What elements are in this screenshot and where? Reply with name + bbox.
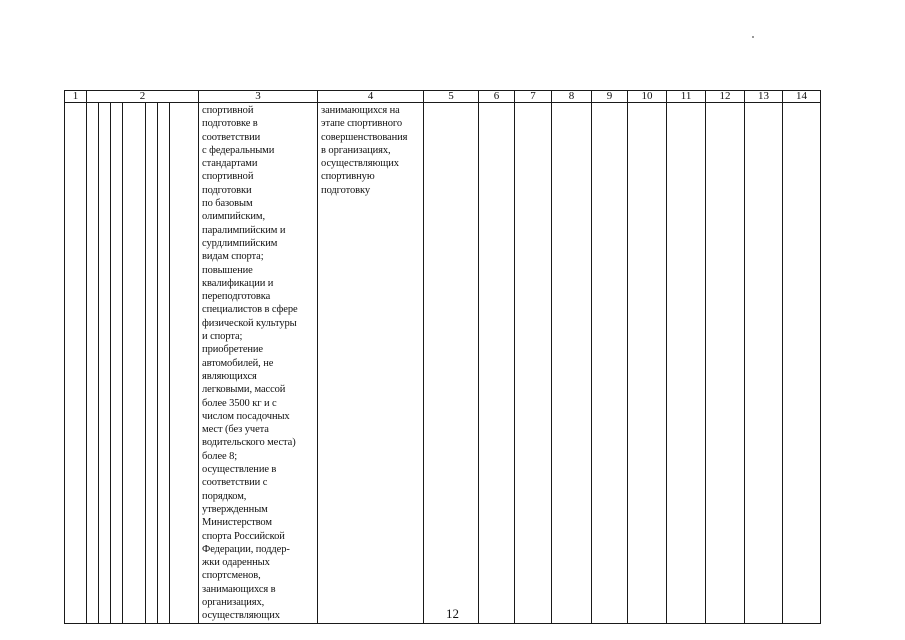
cell-col-8 (552, 103, 592, 624)
col-4-text: занимающихся на этапе спортивного совершенствования в организациях, осуществляющих спортивную подготовку (321, 105, 408, 196)
column-number-row (65, 91, 904, 103)
header-col-1: 1 (65, 91, 87, 103)
header-col-5: 5 (424, 91, 479, 103)
cell-col-13 (745, 103, 783, 624)
header-col-3: 3 (199, 91, 318, 103)
scan-speck (752, 36, 754, 38)
page-number: 12 (446, 606, 459, 621)
cell-col-10 (628, 103, 667, 624)
header-col-2: 2 (87, 91, 199, 103)
data-table (64, 90, 904, 624)
cell-col-3 (199, 103, 318, 624)
cell-col-11 (667, 103, 706, 624)
cell-col-2e (146, 103, 158, 624)
cell-col-6 (479, 103, 515, 624)
header-col-14: 14 (783, 91, 821, 103)
header-col-11: 11 (667, 91, 706, 103)
cell-col-14 (783, 103, 821, 624)
cell-col-5 (424, 103, 479, 624)
cell-col-1 (65, 103, 87, 624)
cell-col-4 (318, 103, 424, 624)
cell-col-2a (87, 103, 99, 624)
cell-col-2f (158, 103, 170, 624)
header-col-4: 4 (318, 91, 424, 103)
header-col-9: 9 (592, 91, 628, 103)
cell-col-9 (592, 103, 628, 624)
cell-col-2b (99, 103, 111, 624)
header-col-8: 8 (552, 91, 592, 103)
header-col-13: 13 (745, 91, 783, 103)
table-row (65, 103, 904, 624)
cell-col-12 (706, 103, 745, 624)
cell-col-2c (111, 103, 123, 624)
header-col-6: 6 (479, 91, 515, 103)
header-col-10: 10 (628, 91, 667, 103)
cell-col-7 (515, 103, 552, 624)
header-col-7: 7 (515, 91, 552, 103)
cell-col-2d (123, 103, 146, 624)
cell-col-2g (170, 103, 199, 624)
header-col-12: 12 (706, 91, 745, 103)
col-3-text: спортивной подготовке в соответствии с федеральными стандартами спортивной подготовки по базовым олимпийским, паралимпийским и сурдлимпийским видам спорта; повышение квалификации и переподготовка специалистов в сфере физической культуры и спорта; приобретение автомобилей, не являющихся легковыми, массой более 3500 кг и с числом посадочных мест (без учета водительского места) более 8; осуществление в соответствии с порядком, утвержденным Министерством спорта Российской Федерации, поддер- жки одаренных спортсменов, занимающихся в организациях, осуществляющих (202, 105, 298, 622)
